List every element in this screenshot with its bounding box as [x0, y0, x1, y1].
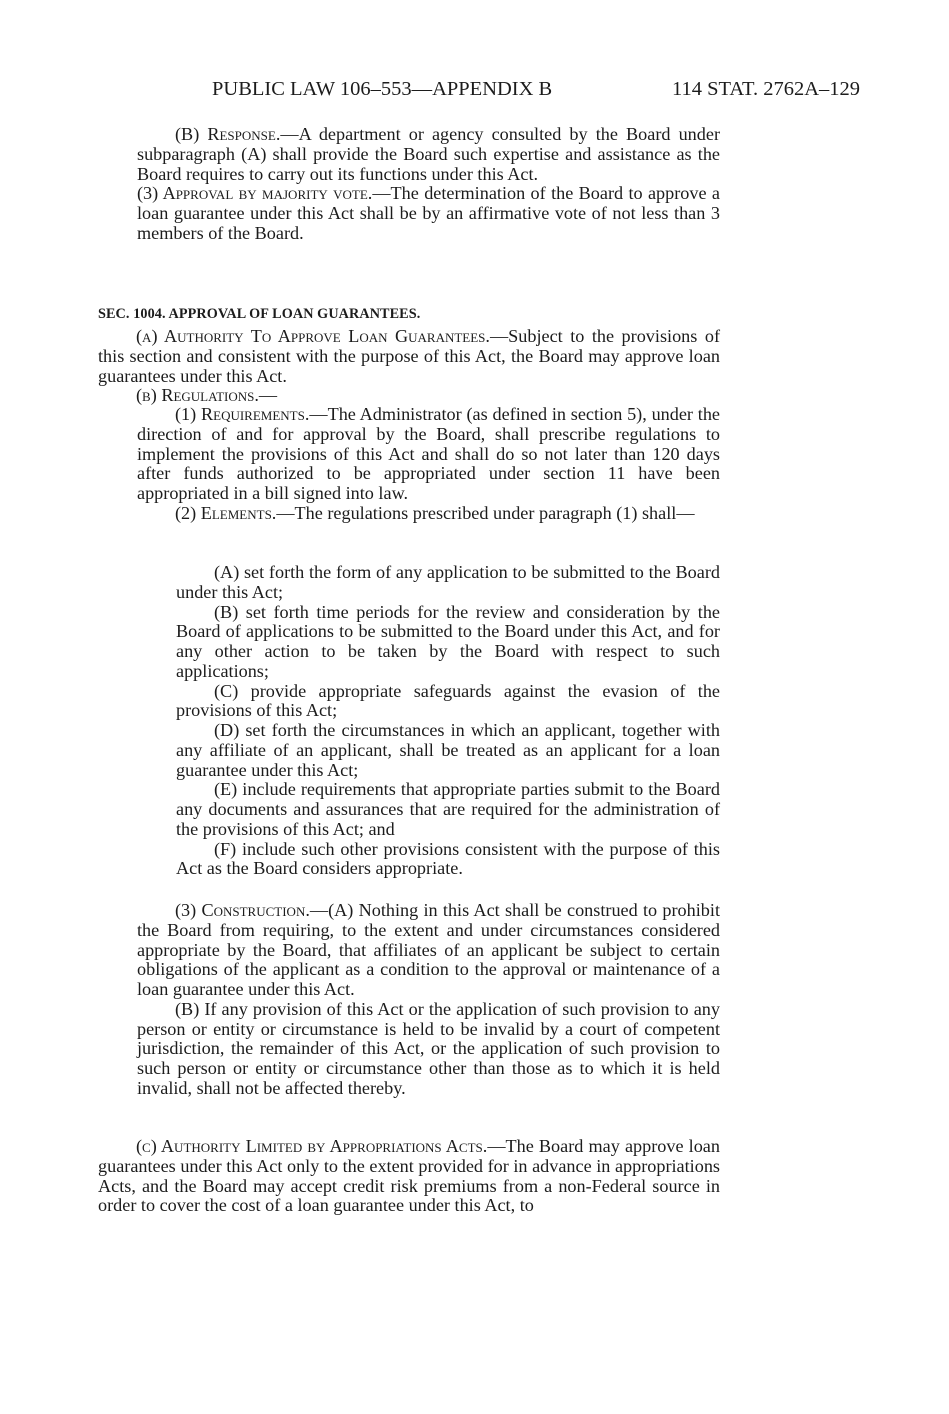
- subsection-heading: (c) Authority Limited by Appropriations Acts.: [136, 1136, 488, 1156]
- subparagraph-c: (C) provide appropriate safeguards against the evasion of the provisions of this Act;: [176, 680, 720, 721]
- subsection-a: [98, 327, 720, 386]
- continued-provisions: [137, 125, 720, 244]
- subsection-heading: (a) Authority To Approve Loan Guarantees.: [136, 326, 490, 346]
- section-title: SEC. 1004. APPROVAL OF LOAN GUARANTEES.: [98, 306, 421, 322]
- subparagraphs-a-to-f: [176, 563, 720, 879]
- subparagraph-b-response: [137, 125, 720, 184]
- paragraphs-b1-b2: [137, 405, 720, 524]
- subsection-text: —The Board may approve loan guarantees under this Act only to the extent provided for in advance in appropriations Acts, and the Board may accept credit risk premiums from a non-Federal source in order to cover the cost of a loan guarantee under this Act, to: [98, 1136, 720, 1216]
- subsection-c-block: [98, 1137, 720, 1216]
- paragraph-text: —The regulations prescribed under paragraph (1) shall—: [276, 502, 695, 523]
- section-heading-block: [98, 305, 720, 325]
- subparagraph-heading: (B) Response.: [175, 124, 281, 144]
- subsection-c: [98, 1137, 720, 1216]
- paragraph-text: —The determination of the Board to approve a loan guarantee under this Act shall be by an affirmative vote of not less than 3 members of the Board.: [137, 183, 720, 243]
- paragraph-heading: (3) Construction.: [175, 900, 310, 920]
- paragraph-heading: (3) Approval by majority vote.: [137, 183, 373, 204]
- subparagraph-a: (A) set forth the form of any application to be submitted to the Board under this Act;: [176, 562, 720, 602]
- header-stat-page: 114 STAT. 2762A–129: [672, 78, 860, 100]
- paragraph-b3-construction: [137, 901, 720, 1000]
- paragraph-text: —The Administrator (as defined in section 5), under the direction of and for approval by the Board, shall prescribe regulations to implement the provisions of this Act and shall do so not later than 120 days after funds authorized to be appropriated under section 11 have been appropriated in a bill signed into law.: [137, 404, 720, 503]
- header-public-law: PUBLIC LAW 106–553—APPENDIX B: [212, 78, 553, 100]
- subparagraph-e: (E) include requirements that appropriate parties submit to the Board any documents and assurances that are required for the administration of the provisions of this Act; and: [176, 779, 720, 839]
- subsection-text: —Subject to the provisions of this section and consistent with the purpose of this Act, the Board may approve loan guarantees under this Act.: [98, 326, 720, 386]
- subparagraph-d: (D) set forth the circumstances in which an applicant, together with any affiliate of an applicant, shall be treated as an applicant for a loan guarantee under this Act;: [176, 720, 720, 780]
- subsection-heading: (b) Regulations.: [136, 385, 259, 406]
- subparagraph-f: (F) include such other provisions consistent with the purpose of this Act as the Board considers appropriate.: [176, 838, 720, 879]
- paragraph-heading: (2) Elements.: [175, 502, 277, 523]
- subsection-text: —: [258, 385, 278, 406]
- subparagraph-b: (B) set forth time periods for the review and consideration by the Board of applications to be submitted to the Board under this Act, and for any other action to be taken by the Board with respect to such applications;: [176, 601, 720, 681]
- subsection-a-block: [98, 327, 720, 406]
- paragraph-3-approval: [137, 184, 720, 243]
- paragraph-b3-subparagraph-b: (B) If any provision of this Act or the application of such provision to any person or entity or circumstance is held to be invalid by a court of competent jurisdiction, the remainder of this Act, or the application of such provision to such person or entity or circumstance other than those as to which it is held invalid, shall not be affected thereby.: [137, 998, 720, 1098]
- paragraph-text: —(A) Nothing in this Act shall be construed to prohibit the Board from requiring, to the extent and under circumstances considered appropriate by the Board, that affiliates of an applicant be subject to certain obligations of the applicant as a condition to the approval or maintenance of a loan guarantee under this Act.: [137, 900, 721, 999]
- paragraph-b1-requirements: [137, 405, 720, 504]
- paragraph-heading: (1) Requirements.: [175, 404, 310, 424]
- subparagraph-text: —A department or agency consulted by the Board under subparagraph (A) shall provide the Board such expertise and assistance as the Board requires to carry out its functions under this Act.: [137, 124, 720, 184]
- paragraph-b3-block: [137, 901, 720, 1099]
- paragraph-b2-elements: [137, 504, 720, 524]
